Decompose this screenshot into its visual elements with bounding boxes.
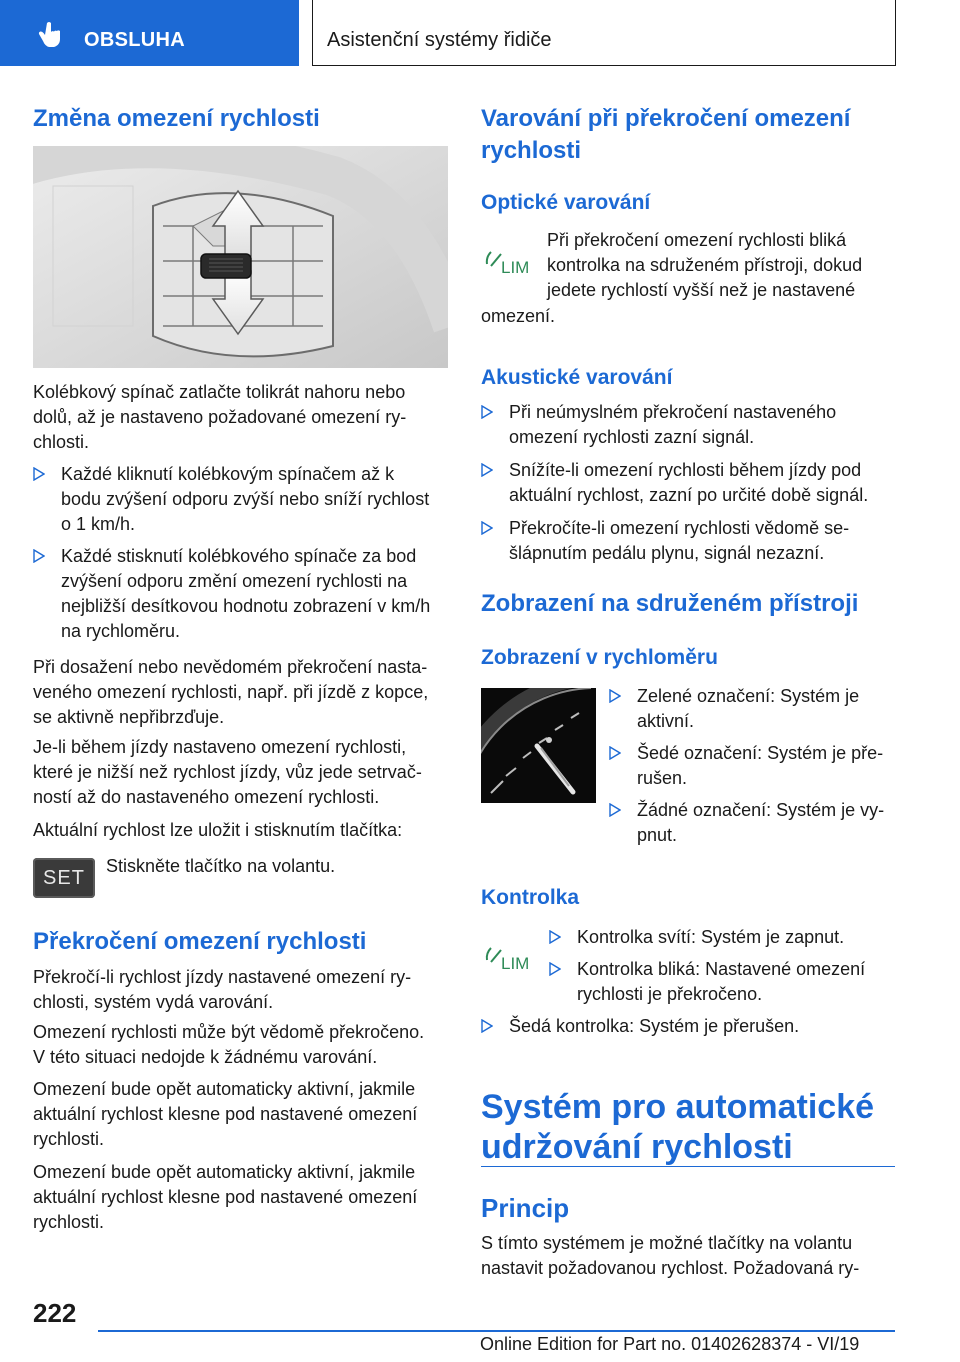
text-line: rušen. (637, 768, 688, 788)
principle-text (481, 1231, 895, 1281)
page-header (0, 0, 960, 68)
paragraph (33, 655, 448, 730)
triangle-bullet-icon (609, 746, 621, 760)
text-line: bodu zvýšení odporu zvýší nebo sníží rychlost (61, 489, 430, 509)
paragraph (33, 1020, 448, 1070)
list-item (33, 544, 448, 644)
text-line: Při dosažení nebo nevědomém překročení nasta- (33, 657, 428, 677)
triangle-bullet-icon (33, 467, 45, 481)
lim-label: LIM (501, 258, 530, 277)
text-line: chlosti. (33, 432, 90, 452)
section-tab[interactable] (0, 0, 299, 66)
triangle-bullet-icon (609, 689, 621, 703)
triangle-bullet-icon (481, 405, 493, 419)
text-line: rychlosti je překročeno. (577, 984, 763, 1004)
chapter-title-box (312, 0, 896, 66)
text-line: omezení rychlosti zazní signál. (509, 427, 755, 447)
paragraph: Aktuální rychlost lze uložit i stisknutím tlačítka: (33, 820, 403, 840)
text-line: rychlosti. (33, 1212, 105, 1232)
text-line: Žádné označení: Systém je vy- (637, 800, 885, 820)
text-line: nejbližší desítkovou hodnotu zobrazení v km/h (61, 596, 431, 616)
text-line: Kontrolka svítí: Systém je zapnut. (577, 927, 845, 947)
optical-text (547, 228, 895, 303)
optical-text-end: omezení. (481, 306, 556, 326)
text-line: Kolébkový spínač zatlačte tolikrát nahoru nebo (33, 382, 406, 402)
list-item (549, 957, 895, 1009)
text-line: kontrolka na sdruženém přístroji, dokud (547, 255, 863, 275)
page-number: 222 (33, 1298, 77, 1328)
text-line: šlápnutím pedálu plynu, signál nezazní. (509, 543, 825, 563)
heading-line: udržování rychlosti (481, 1128, 793, 1166)
paragraph (33, 1077, 448, 1152)
paragraph (33, 965, 448, 1015)
text-line: dolů, až je nastaveno požadované omezení ry- (33, 407, 407, 427)
text-line: Každé kliknutí kolébkovým spínačem až k (61, 464, 395, 484)
set-button-icon (33, 858, 95, 898)
text-line: aktivní. (637, 711, 695, 731)
text-line: Každé stisknutí kolébkového spínače za bod (61, 546, 417, 566)
hand-pointer-icon (36, 20, 66, 50)
heading-line: rychlosti (481, 137, 582, 164)
triangle-bullet-icon (549, 930, 561, 944)
list-item (33, 462, 448, 538)
heading-auto-speed (481, 1087, 895, 1167)
lim-indicator-icon (481, 940, 541, 980)
text-line: Šedé označení: Systém je pře- (637, 743, 884, 763)
text-line: aktuální rychlost, zazní po určité době signál. (509, 485, 869, 505)
text-line: chlosti, systém vydá varování. (33, 992, 274, 1012)
triangle-bullet-icon (549, 962, 561, 976)
triangle-bullet-icon (33, 549, 45, 563)
text-line: Omezení bude opět automaticky aktivní, jakmile (33, 1079, 416, 1099)
text-line: Je-li během jízdy nastaveno omezení rychlosti, (33, 737, 407, 757)
text-line: Omezení bude opět automaticky aktivní, jakmile (33, 1162, 416, 1182)
text-line: které je nižší než rychlost jízdy, vůz jede setrvač- (33, 762, 422, 782)
heading-optical: Optické varování (481, 191, 651, 214)
text-line: nastavit požadovanou rychlost. Požadovaná ry- (481, 1258, 860, 1278)
text-line: o 1 km/h. (61, 514, 136, 534)
lim-label: LIM (501, 954, 530, 973)
text-line: Šedá kontrolka: Systém je přerušen. (509, 1016, 800, 1036)
text-line: veného omezení rychlosti, např. při jízdě z kopce, (33, 682, 429, 702)
text-line: jedete rychlostí vyšší než je nastavené (547, 280, 856, 300)
list-item (481, 400, 895, 452)
text-line: S tímto systémem je možné tlačítky na volantu (481, 1233, 853, 1253)
heading-display: Zobrazení na sdruženém přístroji (481, 590, 859, 617)
chapter-title: Asistenční systémy řidiče (327, 29, 552, 51)
text-line: ností až do nastaveného omezení rychlosti. (33, 787, 380, 807)
list-item (481, 516, 895, 568)
list-item (481, 1014, 895, 1040)
lim-indicator-icon (481, 244, 541, 284)
heading-line: Varování při překročení omezení (481, 105, 851, 132)
section-divider (481, 1166, 895, 1167)
text-line: pnut. (637, 825, 678, 845)
text-line: zvýšení odporu změní omezení rychlosti na (61, 571, 408, 591)
text-line: V této situaci nedojde k žádnému varování. (33, 1047, 378, 1067)
text-line: Kontrolka bliká: Nastavené omezení (577, 959, 866, 979)
speedometer-illustration (481, 688, 596, 803)
paragraph (33, 735, 448, 810)
text-line: Při překročení omezení rychlosti bliká (547, 230, 847, 250)
steering-wheel-photo (33, 146, 448, 368)
list-item (481, 458, 895, 510)
list-item (609, 798, 895, 850)
section-tab-label: OBSLUHA (84, 29, 185, 51)
heading-principle: Princip (481, 1193, 570, 1223)
heading-warning (481, 103, 895, 167)
heading-change-limit: Změna omezení rychlosti (33, 105, 320, 132)
rocker-switch-illustration (33, 146, 448, 368)
set-button-label: SET (43, 866, 85, 889)
text-line: Při neúmyslném překročení nastaveného (509, 402, 837, 422)
text-line: Zelené označení: Systém je (637, 686, 860, 706)
heading-acoustic: Akustické varování (481, 366, 673, 389)
set-instruction: Stiskněte tlačítko na volantu. (106, 856, 336, 876)
text-line: se aktivně nepřibrzďuje. (33, 707, 225, 727)
text-line: Omezení rychlosti může být vědomě překročeno. (33, 1022, 425, 1042)
text-line: na rychloměru. (61, 621, 181, 641)
triangle-bullet-icon (481, 1019, 493, 1033)
text-line: aktuální rychlost klesne pod nastavené omezení (33, 1187, 418, 1207)
list-item (549, 925, 895, 951)
triangle-bullet-icon (481, 463, 493, 477)
text-line: Překročí-li rychlost jízdy nastavené omezení ry- (33, 967, 412, 987)
text-line: rychlosti. (33, 1129, 105, 1149)
footer-rule (98, 1330, 895, 1332)
paragraph (33, 1160, 448, 1235)
heading-indicator: Kontrolka (481, 886, 580, 909)
footer-edition: Online Edition for Part no. 01402628374 - VI/19 (480, 1334, 860, 1354)
list-item (609, 741, 895, 793)
speedometer-photo (481, 688, 596, 803)
text-line: aktuální rychlost klesne pod nastavené omezení (33, 1104, 418, 1124)
triangle-bullet-icon (609, 803, 621, 817)
text-line: Překročíte-li omezení rychlosti vědomě se- (509, 518, 850, 538)
list-item (609, 684, 895, 736)
heading-speedometer: Zobrazení v rychloměru (481, 646, 718, 669)
text-line: Snížíte-li omezení rychlosti během jízdy pod (509, 460, 862, 480)
triangle-bullet-icon (481, 521, 493, 535)
heading-line: Systém pro automatické (481, 1088, 875, 1126)
wheel-caption (33, 380, 448, 455)
heading-exceed-limit: Překročení omezení rychlosti (33, 928, 367, 955)
